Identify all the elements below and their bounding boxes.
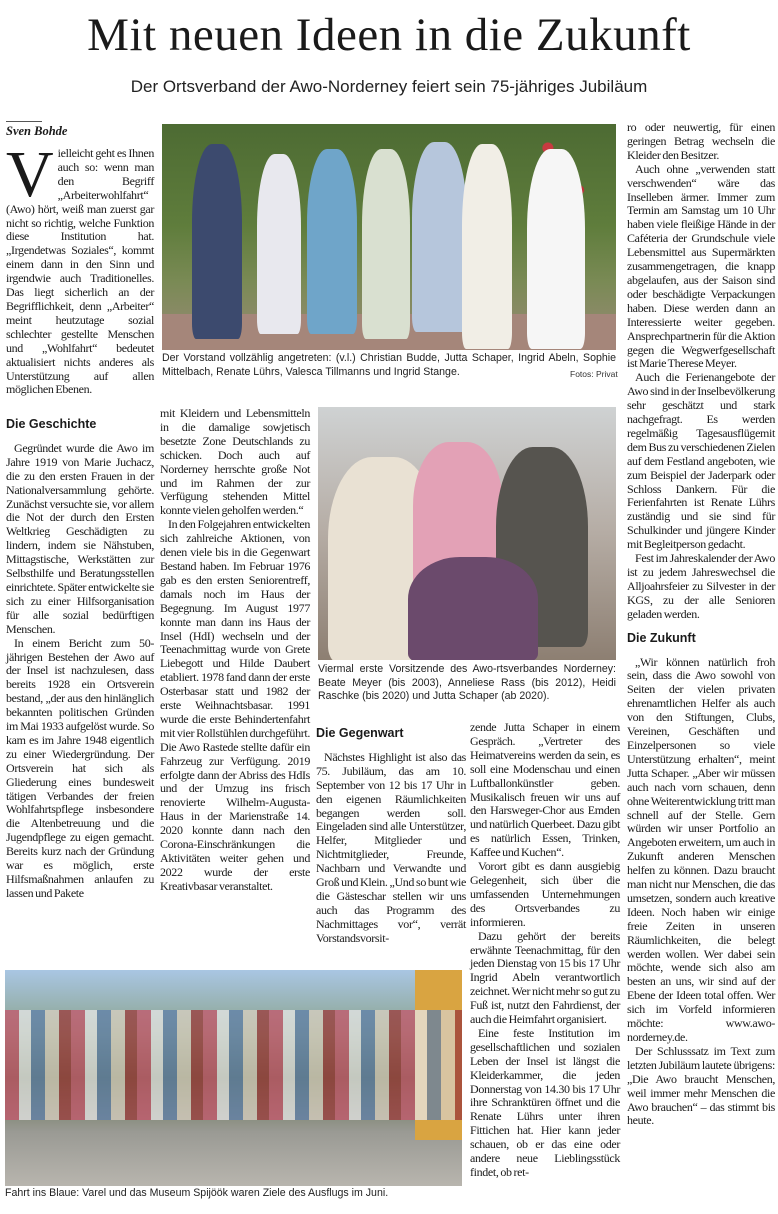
intro-paragraph	[6, 138, 154, 397]
column-5	[627, 121, 775, 1128]
section-heading-future: Die Zukunft	[627, 630, 696, 645]
paragraph: mit Kleidern und Lebensmitteln in die damalige sowjetisch besetzte Zone Deutschlands zu schicken. Doch auch auf Norderney herrschte große Not und im Rahmen der zur Verfügung stehenden Mittel konnte vielen geholfen werden.“	[160, 406, 310, 518]
paragraph: Fest im Jahreskalender der Awo ist zu jedem Jahreswechsel die Alljoahrsfeier zu Silvester in der KGS, zu der alle Senioren geladen werden.	[627, 551, 775, 621]
present-column-4	[470, 721, 620, 1180]
author-rule	[6, 121, 42, 122]
caption-trip: Fahrt ins Blaue: Varel und das Museum Spijöök waren Ziele des Ausflugs im Juni.	[5, 1187, 389, 1199]
paragraph: Vorort gibt es dann ausgiebig Gelegenheit, sich über die umfassenden Unternehmungen des Ortsverbandes zu informieren.	[470, 859, 620, 929]
caption-board: Der Vorstand vollzählig angetreten: (v.l.) Christian Budde, Jutta Schaper, Ingrid Abeln, Sophie Mittelbach, Renate Lührs, Valesca Tillmanns und Ingrid Stange.	[162, 352, 616, 378]
section-heading-history: Die Geschichte	[6, 417, 97, 431]
photo-board-members	[162, 124, 616, 350]
paragraph: zende Jutta Schaper in einem Gespräch. „Vertreter des Heimatvereins werden da sein, es soll eine Modenschau und einen Luftballonkünstler geben. Musikalisch freuen wir uns auf den Harsweger-Chor aus Emden und natürlich Querbeet. Dazu gibt es natürlich Essen, Trinken, Kaffee und Kuchen“.	[470, 720, 620, 860]
paragraph: Der Schlusssatz im Text zum letzten Jubiläum lautete übrigens: „Die Awo braucht Menschen, weil immer mehr Menschen die Awo brauchen“ – das stimmt bis heute.	[627, 1043, 775, 1128]
present-column-3	[316, 727, 466, 946]
paragraph: Dazu gehört der bereits erwähnte Teenachmittag, für den jeden Dienstag von 15 bis 17 Uhr Ingrid Abeln verantwortlich zeichnet. Wer nicht mehr so gut zu Fuß ist, nutzt den Fahrdienst, der auch die Heimfahrt organisiert.	[470, 928, 620, 1027]
paragraph: In den Folgejahren entwickelten sich zahlreiche Aktionen, von denen viele bis in die Gegenwart Bestand haben. Im Februar 1976 gab es den ersten Seniorentreff, damals noch im Haus der Begegnung. Im August 1977 konnte man dann ins Haus der Insel (HdI) wechseln und der Teenachmittag wurde von Grete Liebegott und Hilde Daubert etabliert. 1978 fand dann der erste Osterbasar statt und 1982 der erste Weihnachtsbasar. 1991 wurde die erste Behindertenfahrt mit vier Rollstühlen durchgeführt. Die Awo Rastede stellte dafür ein Fahrzeug zur Verfügung. 2019 erfolgte dann der Abriss des HdIs und der Umzug ins frisch renovierte Wilhelm-Augusta-Haus in der Marienstraße 14. 2020 konnte dann nach den Corona-Einschränkungen die Aktivitäten weiter gehen und 2022 wurde der erste Kreativbasar veranstaltet.	[160, 517, 310, 893]
paragraph: Auch ohne „verwenden statt verschwenden“ wäre das Inselleben ärmer. Immer zum Termin am Samstag um 10 Uhr haben viele fleißige Hände in der Caféteria der Grundschule viele Lebensmittel aus Supermärkten zusammengetragen, die knapp abgelaufen, aus der Saison sind oder beschädigte Verpackungen haben. Diese werden dann an Interessierte weiter gegeben. Ansprechpartnerin für die Aktion gegen die Wegwerfgesellschaft ist Marie Therese Meyer.	[627, 161, 775, 371]
subtitle: Der Ortsverband der Awo-Norderney feiert sein 75-jähriges Jubiläum	[130, 77, 648, 96]
paragraph: Eine feste Institution im gesellschaftlichen und sozialen Leben der Insel ist längst die Kleiderkammer, die jeden Donnerstag von 14.30 bis 17 Uhr ihre Schranktüren öffnet und die Renate Lührs unter ihren Fittichen hat. Hier kann jeder schauen, ob er das eine oder andere neue Lieblingsstück findet, ob ret-	[470, 1025, 620, 1179]
photo-credit: Fotos: Privat	[570, 369, 618, 379]
paragraph: Nächstes Highlight ist also das 75. Jubiläum, das am 10. September von 12 bis 17 Uhr in den eigenen Räumlichkeiten begangen werden soll. Eingeladen sind alle Unterstützer, Helfer, Mitglieder und Nichtmitglieder, Freunde, Nachbarn und Verwandte und Groß und Klein. „Und so bunt wie die Gästeschar stellen wir uns auch das Programm des Nachmittages vor“, verrät Vorstandsvorsit-	[316, 749, 466, 945]
paragraph: Gegründet wurde die Awo im Jahre 1919 von Marie Juchacz, die zu den ersten Frauen in der Nationalversammlung gehörte. Zunächst versuchte sie, vor allem die Not der durch den Ersten Weltkrieg Geschädigten zu lindern, indem sie Nähstuben, Mittagstische, Werkstätten zur Selbsthilfe und Beratungsstellen einrichtete. Später entwickelte sie sich zu einer Hilfsorganisation für alle sozial bedürftigen Menschen.	[6, 440, 154, 636]
paragraph: In einem Bericht zum 50-jährigen Bestehen der Awo auf der Insel ist nachzulesen, dass bereits 1928 ein Ortsverein bestand, „der aus den hinlänglich bekannten politischen Gründen im Mai 1933 aufgelöst wurde. So kam es im Jahre 1948 eigentlich zu einer Wiedergründung. Der Ortsverein hat sich als Gliederung eines bundesweit tätigen Verbandes der freien Wohlfahrtspflege insbesondere die Altenbetreuung und die Jugendpflege zu eigen gemacht. Bereits kurz nach der Gründung war es möglich, erste Hilfsmaßnahmen anlaufen zu lassen und Pakete	[6, 635, 154, 900]
caption-chairwomen: Viermal erste Vorsitzende des Awo-rtsverbandes Norderney: Beate Meyer (bis 2003), Anneliese Rass (bis 2012), Heidi Raschke (bis 2020) und Jutta Schaper (ab 2020).	[318, 663, 616, 702]
section-heading-present: Die Gegenwart	[316, 726, 404, 740]
drop-cap: V	[6, 138, 54, 211]
author-byline: Sven Bohde	[6, 124, 68, 138]
intro-text: ielleicht geht es Ihnen auch so: wenn man den Begriff „Arbeiterwohlfahrt“ (Awo) hört, weiß man zuerst gar nicht so richtig, welche Funktion diese Institution hat. „Irgendetwas Soziales“, kommt einem dann in den Sinn und irgendwie auch Traditionelles. Das liegt sicherlich an der Begrifflichkeit, denn „Arbeiter“ meint heutzutage sozial schlechter gestellte Menschen und „Wohlfahrt“ bedeutet aktualisiert nichts anderes als Unterstützung auf allen möglichen Ebenen.	[6, 146, 154, 397]
headline: Mit neuen Ideen in die Zukunft	[87, 9, 691, 61]
paragraph: ro oder neuwertig, für einen geringen Betrag wechseln die Kleider den Besitzer.	[627, 120, 775, 162]
paragraph: Auch die Ferienangebote der Awo sind in der Inselbevölkerung sehr geschätzt und stark nachgefragt. Es werden regelmäßig Tagesausflügemit dem Bus zu verschiedenen Zielen auf dem Festland angeboten, wie zum Beispiel der Jaderpark oder Schloss Dankern. Für die Ferienfahrten ist Renate Lührs zuständig und sie sind für Schulkinder und jüngere Kinder mit Begleitperson gedacht.	[627, 370, 775, 552]
paragraph: „Wir können natürlich froh sein, dass die Awo sowohl von Seiten der vielen privaten ehrenamtlichen Helfer als auch von den Stiftungen, Clubs, Vereinen, Geschäften und Einzelpersonen so viele Unterstützung erhalten“, meint Jutta Schaper. „Aber wir müssen auch nach vorn schauen, denn ohne Weiterentwicklung tritt man schnell auf der Stelle. Gern würden wir unser Portfolio an Angeboten erweitern, um auch in Zukunft anderen Menschen helfen zu können. Dazu braucht man nicht nur Menschen, die das umsetzen, sondern auch kreative Ideen. Noch haben wir einige freie Zeiten in unseren Räumlichkeiten, die belegt werden wollen. Wer dabei sein möchte, wende sich also am besten an uns, wir sind auf der Ebene der Ideen total offen. Wer sich im Vorfeld informieren möchte: www.awo-norderney.de.	[627, 654, 775, 1044]
history-column-1	[6, 418, 154, 901]
photo-chairwomen	[318, 407, 616, 660]
history-column-2	[160, 407, 310, 894]
photo-trip-group	[5, 970, 462, 1186]
